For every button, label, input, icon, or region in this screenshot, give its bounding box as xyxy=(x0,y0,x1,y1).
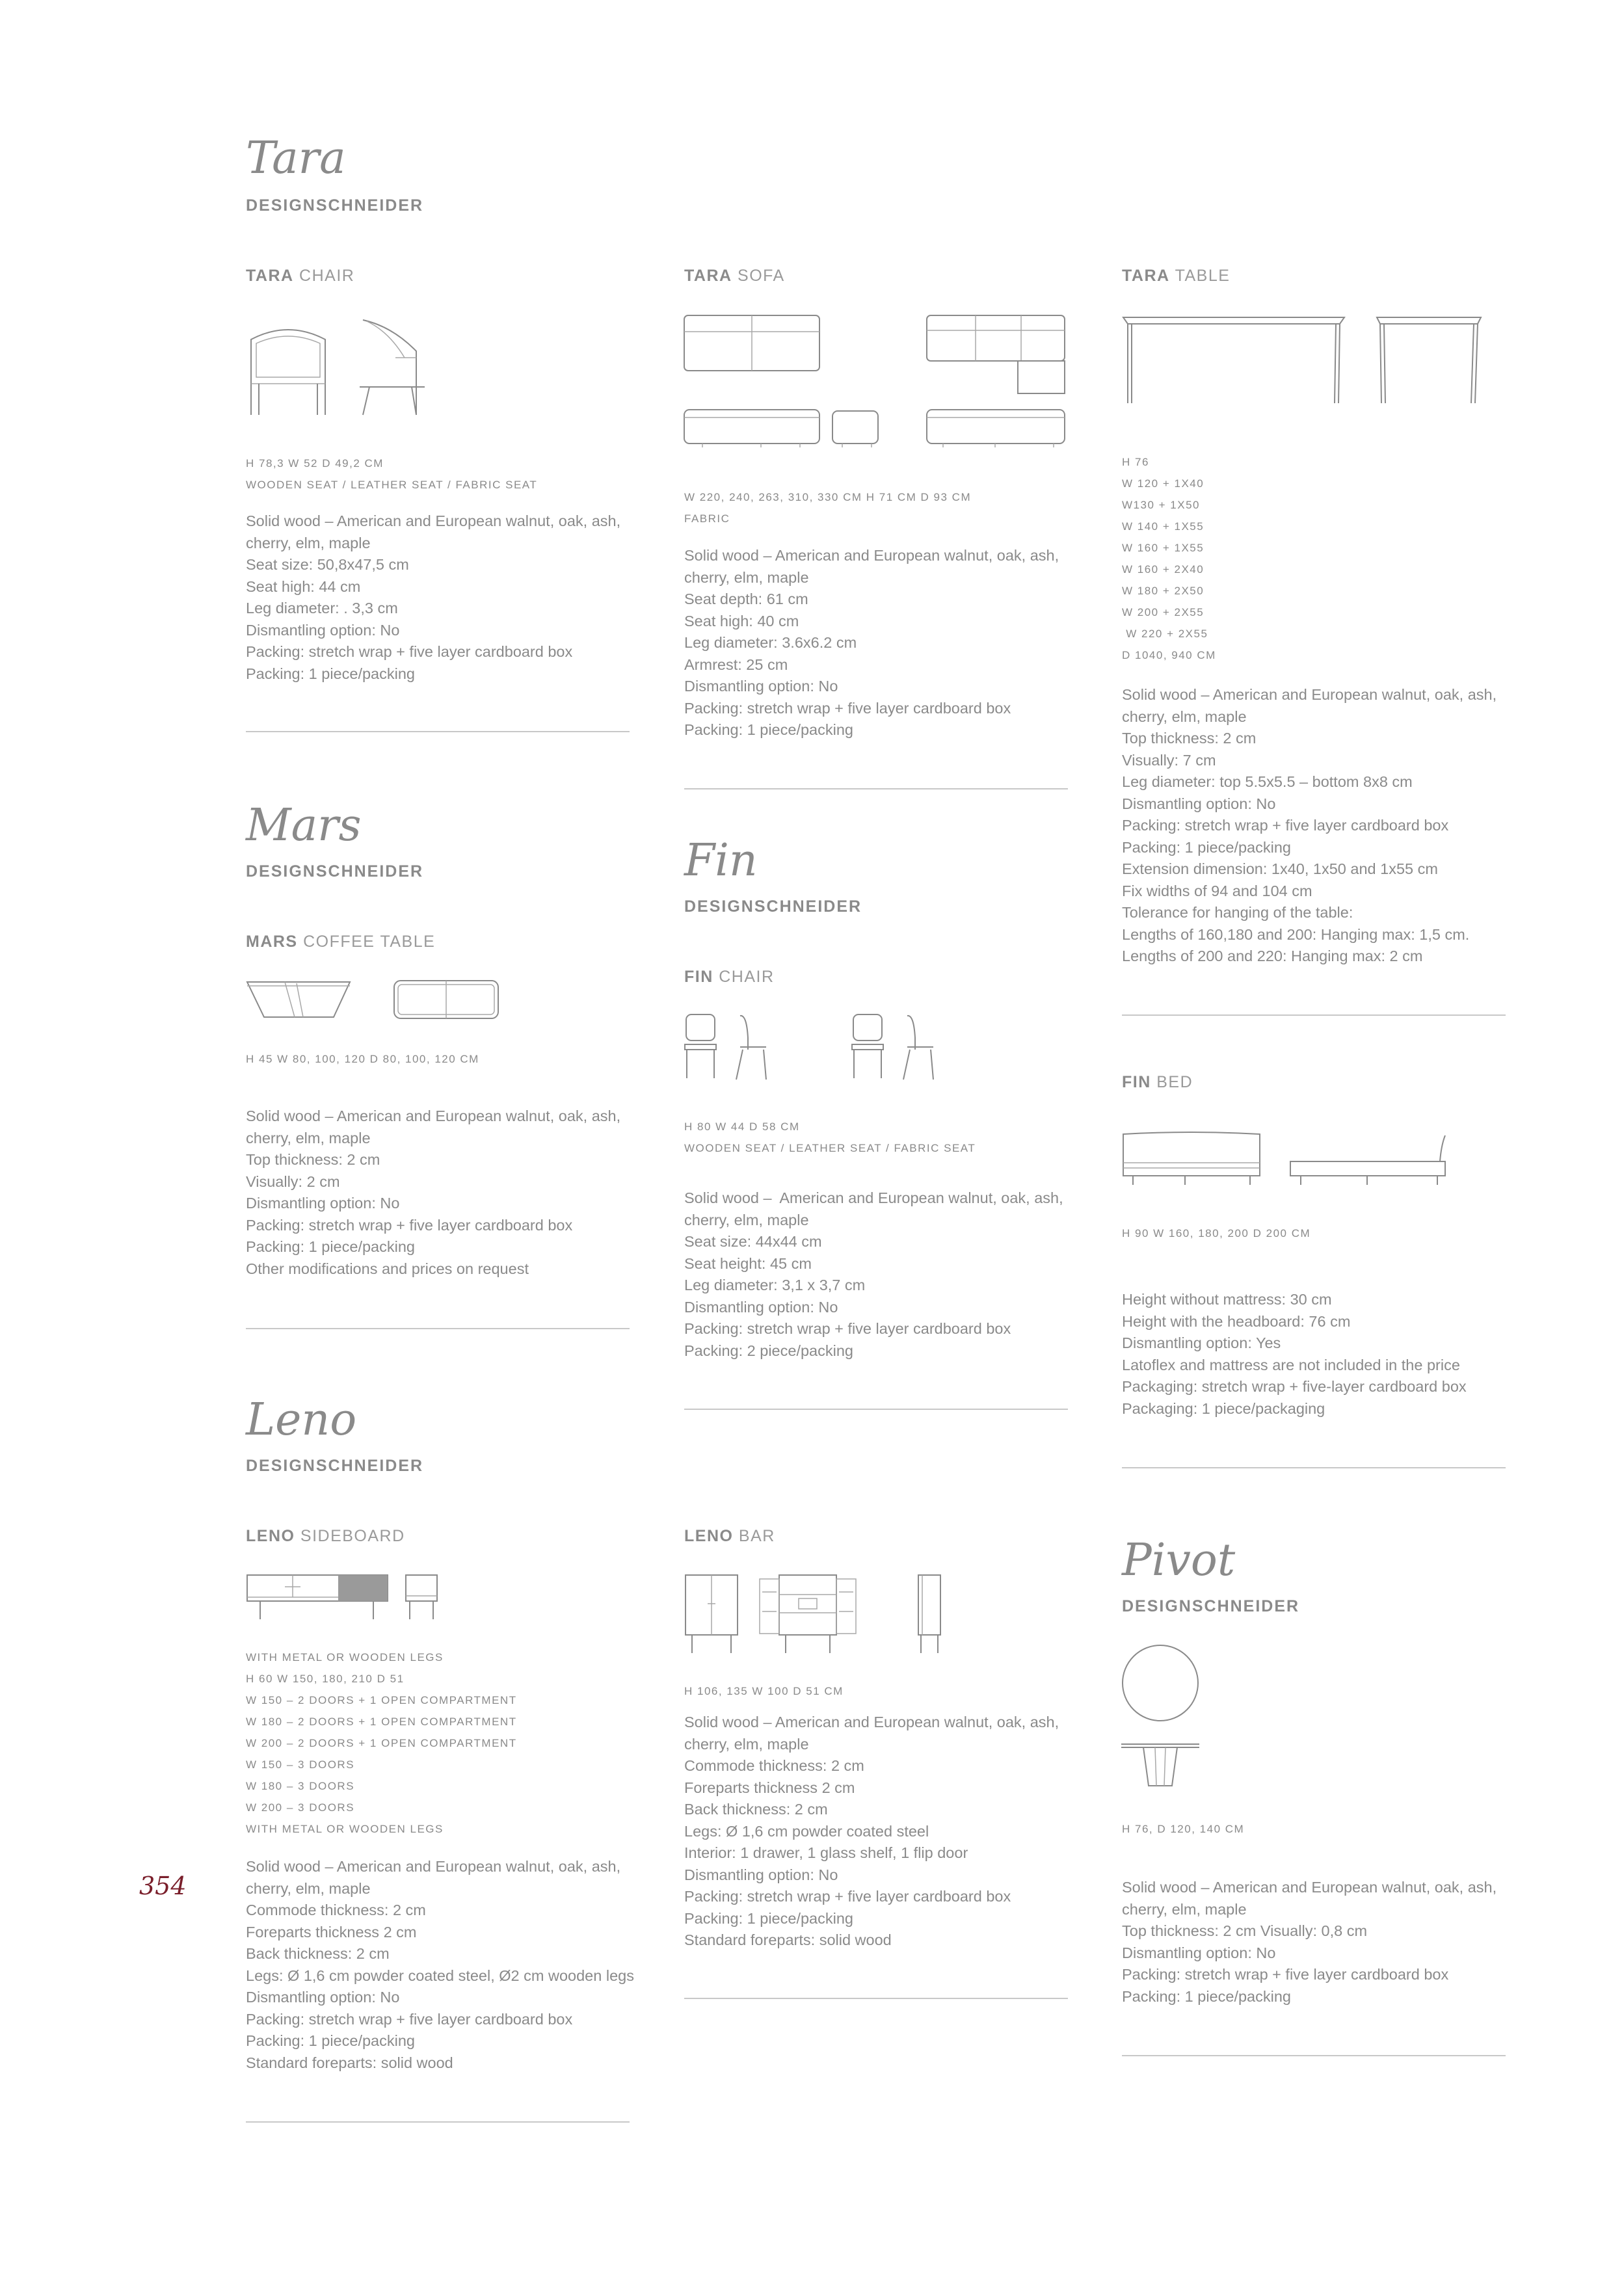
tara-table-drawing xyxy=(1120,312,1484,410)
fin-bed-drawing xyxy=(1120,1129,1458,1194)
product-brand: FIN xyxy=(684,968,713,986)
desc-line: Seat high: 40 cm xyxy=(684,612,799,630)
desc-line: Solid wood – American and European walnut, oak, ash, xyxy=(246,1107,621,1124)
leno-bar-dims xyxy=(684,1680,844,1702)
desc-line: Fix widths of 94 and 104 cm xyxy=(1122,882,1312,899)
desc-line: Visually: 7 cm xyxy=(1122,751,1216,769)
desc-line: cherry, elm, maple xyxy=(246,1129,371,1146)
desc-line: Seat high: 44 cm xyxy=(246,577,361,595)
dim-line: W 200 – 2 DOORS + 1 OPEN COMPARTMENT xyxy=(246,1737,517,1749)
page-number: 354 xyxy=(139,1872,187,1900)
dim-line: W 200 – 3 DOORS xyxy=(246,1801,355,1814)
dim-line: WOODEN SEAT / LEATHER SEAT / FABRIC SEAT xyxy=(684,1142,976,1154)
dim-line: WITH METAL OR WOODEN LEGS xyxy=(246,1823,444,1835)
desc-line: Standard foreparts: solid wood xyxy=(246,2054,453,2071)
fin-chair-desc xyxy=(684,1187,1063,1362)
product-brand: FIN xyxy=(1122,1073,1151,1091)
tara-sofa-heading xyxy=(684,267,785,285)
desc-line: Commode thickness: 2 cm xyxy=(684,1757,864,1774)
desc-line: Packing: 1 piece/packing xyxy=(684,1909,853,1927)
dim-line: W 180 – 2 DOORS + 1 OPEN COMPARTMENT xyxy=(246,1716,517,1728)
desc-line: Packing: stretch wrap + five layer cardboard box xyxy=(684,1320,1011,1337)
tara-table-heading xyxy=(1122,267,1230,285)
tara-sofa-dims xyxy=(684,486,971,529)
section-divider xyxy=(684,1998,1068,1999)
desc-line: Packaging: 1 piece/packaging xyxy=(1122,1399,1325,1417)
desc-line: cherry, elm, maple xyxy=(1122,1900,1247,1918)
pivot-table-drawing xyxy=(1120,1644,1211,1794)
tara-table-dims xyxy=(1122,451,1216,666)
desc-line: Dismantling option: No xyxy=(246,1195,400,1212)
section-divider xyxy=(1122,2055,1506,2056)
product-type: SIDEBOARD xyxy=(300,1527,405,1545)
section-divider xyxy=(684,788,1068,789)
desc-line: Dismantling option: No xyxy=(684,1866,838,1883)
desc-line: Top thickness: 2 cm xyxy=(246,1151,380,1168)
desc-line: Solid wood – American and European walnut, oak, ash, xyxy=(246,512,621,529)
desc-line: Dismantling option: No xyxy=(246,621,400,639)
desc-line: Back thickness: 2 cm xyxy=(246,1945,390,1962)
section-divider xyxy=(246,2121,630,2123)
mars-coffee-table-desc xyxy=(246,1106,620,1280)
desc-line: Packing: 1 piece/packing xyxy=(246,2032,415,2049)
desc-line: Leg diameter: top 5.5x5.5 – bottom 8x8 cm xyxy=(1122,773,1413,790)
fin-bed-dims xyxy=(1122,1223,1311,1244)
leno-bar-desc xyxy=(684,1712,1059,1952)
desc-line: Packing: 1 piece/packing xyxy=(246,665,415,682)
desc-line: Other modifications and prices on request xyxy=(246,1260,529,1277)
desc-line: Armrest: 25 cm xyxy=(684,656,788,673)
leno-bar-heading xyxy=(684,1527,775,1546)
leno-sideboard-desc xyxy=(246,1856,634,2074)
section-divider xyxy=(246,1328,630,1329)
product-brand: TARA xyxy=(246,267,294,285)
dim-line: W130 + 1X50 xyxy=(1122,499,1200,511)
dim-line: D 1040, 940 CM xyxy=(1122,649,1216,661)
desc-line: Dismantling option: No xyxy=(1122,795,1276,812)
desc-line: Dismantling option: No xyxy=(684,678,838,695)
desc-line: Solid wood – American and European walnut, oak, ash, xyxy=(684,1189,1063,1206)
dim-line: H 60 W 150, 180, 210 D 51 xyxy=(246,1673,405,1685)
desc-line: Foreparts thickness 2 cm xyxy=(246,1923,417,1941)
desc-line: Packing: stretch wrap + five layer cardboard box xyxy=(684,1888,1011,1905)
tara-designer: DESIGNSCHNEIDER xyxy=(246,196,424,215)
leno-bar-drawing xyxy=(683,1572,956,1657)
desc-line: Packing: stretch wrap + five layer cardboard box xyxy=(1122,817,1449,834)
tara-chair-dims xyxy=(246,453,537,496)
fin-chair-drawing xyxy=(683,1012,956,1083)
pivot-dims xyxy=(1122,1818,1244,1840)
desc-line: Interior: 1 drawer, 1 glass shelf, 1 flip door xyxy=(684,1844,968,1861)
desc-line: cherry, elm, maple xyxy=(1122,708,1247,725)
dim-line: WOODEN SEAT / LEATHER SEAT / FABRIC SEAT xyxy=(246,479,538,491)
section-divider xyxy=(1122,1014,1506,1016)
section-divider xyxy=(684,1409,1068,1410)
desc-line: Packing: stretch wrap + five layer cardboard box xyxy=(246,643,573,660)
desc-line: Seat size: 50,8x47,5 cm xyxy=(246,556,409,573)
desc-line: Solid wood – American and European walnut, oak, ash, xyxy=(684,547,1059,564)
leno-designer: DESIGNSCHNEIDER xyxy=(246,1457,424,1475)
product-type: CHAIR xyxy=(719,968,775,986)
desc-line: Commode thickness: 2 cm xyxy=(246,1902,426,1918)
desc-line: Packing: stretch wrap + five layer cardboard box xyxy=(684,699,1011,717)
desc-line: Packing: 2 piece/packing xyxy=(684,1342,853,1359)
desc-line: cherry, elm, maple xyxy=(246,534,371,551)
desc-line: cherry, elm, maple xyxy=(246,1879,371,1897)
desc-line: Leg diameter: . 3,3 cm xyxy=(246,600,398,616)
dim-line: W 180 + 2X50 xyxy=(1122,585,1205,597)
desc-line: Dismantling option: Yes xyxy=(1122,1334,1281,1351)
desc-line: Dismantling option: No xyxy=(684,1298,838,1316)
desc-line: Solid wood – American and European walnut, oak, ash, xyxy=(246,1858,621,1875)
section-divider xyxy=(1122,1467,1506,1468)
dim-line: H 45 W 80, 100, 120 D 80, 100, 120 CM xyxy=(246,1053,479,1065)
tara-sofa-drawing xyxy=(683,312,1073,449)
tara-chair-heading xyxy=(246,267,354,285)
product-type: CHAIR xyxy=(299,267,355,285)
desc-line: Latoflex and mattress are not included in the price xyxy=(1122,1356,1460,1373)
desc-line: Legs: Ø 1,6 cm powder coated steel, Ø2 cm wooden legs xyxy=(246,1967,634,1984)
desc-line: cherry, elm, maple xyxy=(684,1735,809,1753)
desc-line: Packing: 1 piece/packing xyxy=(1122,1987,1291,2005)
dim-line: WITH METAL OR WOODEN LEGS xyxy=(246,1651,444,1663)
tara-table-desc xyxy=(1122,684,1497,968)
dim-line: H 76, D 120, 140 CM xyxy=(1122,1823,1245,1835)
product-brand: TARA xyxy=(684,267,732,285)
dim-line: W 120 + 1X40 xyxy=(1122,477,1205,490)
dim-line: W 220 + 2X55 xyxy=(1122,628,1208,640)
desc-line: Packing: 1 piece/packing xyxy=(684,721,853,738)
mars-coffee-table-dims xyxy=(246,1048,479,1070)
dim-line: W 150 – 3 DOORS xyxy=(246,1758,355,1771)
desc-line: Leg diameter: 3,1 x 3,7 cm xyxy=(684,1277,866,1293)
leno-sideboard-dims xyxy=(246,1647,517,1840)
tara-sofa-desc xyxy=(684,545,1059,741)
fin-title: Fin xyxy=(684,835,758,886)
fin-chair-dims xyxy=(684,1116,976,1159)
dim-line: W 150 – 2 DOORS + 1 OPEN COMPARTMENT xyxy=(246,1694,517,1706)
desc-line: Solid wood – American and European walnut, oak, ash, xyxy=(1122,686,1497,703)
desc-line: Dismantling option: No xyxy=(246,1989,400,2006)
product-type: COFFEE TABLE xyxy=(303,933,436,951)
desc-line: cherry, elm, maple xyxy=(684,1211,809,1228)
tara-chair-desc xyxy=(246,510,620,685)
pivot-desc xyxy=(1122,1877,1497,2008)
dim-line: H 76 xyxy=(1122,456,1149,468)
section-divider xyxy=(246,731,630,732)
tara-chair-drawing xyxy=(246,312,441,423)
product-type: TABLE xyxy=(1175,267,1231,285)
tara-title: Tara xyxy=(246,133,346,184)
desc-line: Leg diameter: 3.6x6.2 cm xyxy=(684,634,857,651)
product-type: BED xyxy=(1156,1073,1193,1091)
desc-line: Back thickness: 2 cm xyxy=(684,1801,828,1818)
leno-sideboard-heading xyxy=(246,1527,405,1546)
desc-line: Seat size: 44x44 cm xyxy=(684,1233,822,1250)
desc-line: Foreparts thickness 2 cm xyxy=(684,1779,855,1796)
desc-line: Solid wood – American and European walnut, oak, ash, xyxy=(684,1714,1059,1730)
desc-line: Standard foreparts: solid wood xyxy=(684,1931,892,1948)
dim-line: W 200 + 2X55 xyxy=(1122,606,1205,618)
desc-line: Packing: stretch wrap + five layer cardboard box xyxy=(246,2010,573,2028)
desc-line: Lengths of 160,180 and 200: Hanging max: 1,5 cm. xyxy=(1122,925,1470,943)
product-brand: LENO xyxy=(246,1527,295,1545)
desc-line: cherry, elm, maple xyxy=(684,568,809,586)
product-type: BAR xyxy=(738,1527,775,1545)
desc-line: Tolerance for hanging of the table: xyxy=(1122,904,1353,921)
desc-line: Dismantling option: No xyxy=(1122,1944,1276,1961)
desc-line: Extension dimension: 1x40, 1x50 and 1x55 cm xyxy=(1122,860,1438,877)
desc-line: Legs: Ø 1,6 cm powder coated steel xyxy=(684,1822,929,1840)
desc-line: Top thickness: 2 cm Visually: 0,8 cm xyxy=(1122,1922,1368,1939)
product-brand: MARS xyxy=(246,933,298,951)
product-type: SOFA xyxy=(738,267,785,285)
fin-bed-desc xyxy=(1122,1289,1467,1420)
desc-line: Height with the headboard: 76 cm xyxy=(1122,1312,1351,1330)
dim-line: H 80 W 44 D 58 CM xyxy=(684,1120,800,1133)
leno-title: Leno xyxy=(246,1394,357,1446)
desc-line: Packaging: stretch wrap + five-layer cardboard box xyxy=(1122,1378,1467,1395)
desc-line: Solid wood – American and European walnut, oak, ash, xyxy=(1122,1879,1497,1896)
product-brand: LENO xyxy=(684,1527,734,1545)
desc-line: Packing: stretch wrap + five layer cardboard box xyxy=(246,1216,573,1234)
desc-line: Seat height: 45 cm xyxy=(684,1254,812,1272)
mars-title: Mars xyxy=(246,800,362,851)
fin-bed-heading xyxy=(1122,1073,1193,1092)
dim-line: W 140 + 1X55 xyxy=(1122,520,1205,533)
dim-line: W 160 + 1X55 xyxy=(1122,542,1205,554)
desc-line: Lengths of 200 and 220: Hanging max: 2 cm xyxy=(1122,948,1423,964)
fin-chair-heading xyxy=(684,968,775,987)
mars-coffee-table-heading xyxy=(246,933,435,951)
mars-coffee-table-drawing xyxy=(246,977,506,1022)
dim-line: W 180 – 3 DOORS xyxy=(246,1780,355,1792)
dim-line: W 220, 240, 263, 310, 330 CM H 71 CM D 93 CM xyxy=(684,491,972,503)
pivot-title: Pivot xyxy=(1122,1535,1236,1586)
pivot-designer: DESIGNSCHNEIDER xyxy=(1122,1597,1300,1615)
dim-line: H 78,3 W 52 D 49,2 CM xyxy=(246,457,384,470)
mars-designer: DESIGNSCHNEIDER xyxy=(246,862,424,881)
dim-line: FABRIC xyxy=(684,512,730,525)
dim-line: W 160 + 2X40 xyxy=(1122,563,1205,576)
dim-line: H 106, 135 W 100 D 51 CM xyxy=(684,1685,844,1697)
dim-line: H 90 W 160, 180, 200 D 200 CM xyxy=(1122,1227,1311,1239)
desc-line: Seat depth: 61 cm xyxy=(684,590,808,607)
fin-designer: DESIGNSCHNEIDER xyxy=(684,897,862,916)
desc-line: Packing: stretch wrap + five layer cardboard box xyxy=(1122,1966,1449,1983)
desc-line: Height without mattress: 30 cm xyxy=(1122,1291,1332,1308)
desc-line: Packing: 1 piece/packing xyxy=(246,1238,415,1255)
desc-line: Top thickness: 2 cm xyxy=(1122,730,1257,747)
product-brand: TARA xyxy=(1122,267,1170,285)
leno-sideboard-drawing xyxy=(246,1572,454,1624)
desc-line: Visually: 2 cm xyxy=(246,1173,340,1190)
desc-line: Packing: 1 piece/packing xyxy=(1122,838,1291,856)
